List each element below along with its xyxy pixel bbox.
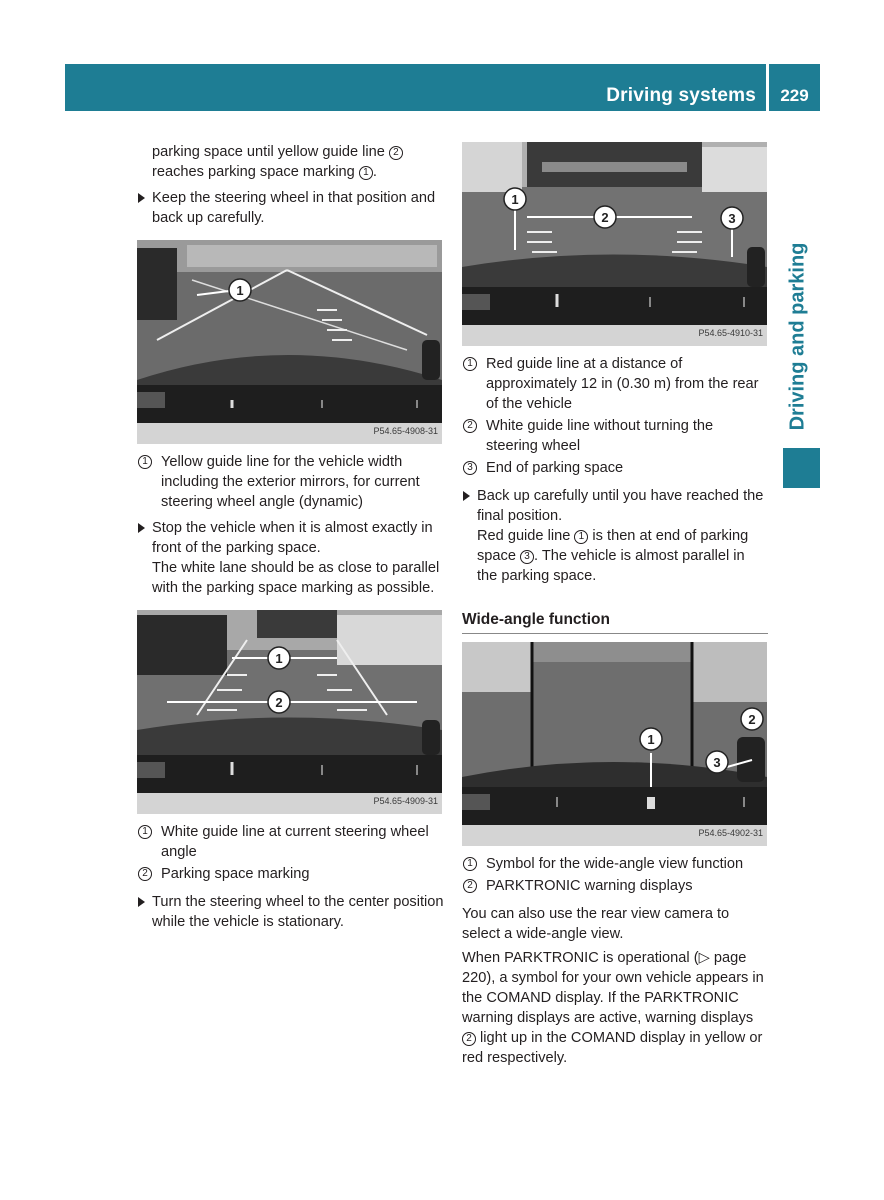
legend-number: 1 bbox=[138, 455, 152, 469]
camera-figure-3 bbox=[462, 142, 767, 346]
left-column bbox=[137, 142, 445, 932]
legend-number: 2 bbox=[138, 867, 152, 881]
camera-figure-1 bbox=[137, 240, 442, 444]
figure-callout: 3 bbox=[713, 755, 721, 770]
figure-callout: 2 bbox=[275, 695, 283, 710]
legend-text: Yellow guide line for the vehicle width including the exterior mirrors, for current steering wheel angle (dynamic) bbox=[161, 454, 420, 510]
header-bar bbox=[65, 64, 766, 111]
intro-text-part: reaches parking space marking bbox=[152, 164, 359, 180]
callout-number: 1 bbox=[359, 166, 373, 180]
legend-number: 1 bbox=[463, 857, 477, 871]
legend-number: 2 bbox=[463, 419, 477, 433]
callout-number: 3 bbox=[520, 550, 534, 564]
intro-text bbox=[137, 142, 445, 182]
figure-code: P54.65-4910-31 bbox=[698, 328, 763, 338]
figure-callout: 1 bbox=[511, 192, 519, 207]
instruction-step bbox=[462, 486, 768, 586]
callout-number: 2 bbox=[462, 1032, 476, 1046]
legend-item bbox=[462, 876, 768, 896]
intro-text-part: . bbox=[372, 164, 377, 180]
body-text: page 220), a symbol for your own vehicle appears in the COMAND display. If the PARKTRONIC warning displays are active, warning displays bbox=[462, 950, 764, 1026]
section-heading: Wide-angle function bbox=[462, 610, 768, 634]
instruction-step: Turn the steering wheel to the center position while the vehicle is stationary. bbox=[137, 892, 445, 932]
legend-item bbox=[137, 452, 445, 512]
instruction-text: Stop the vehicle when it is almost exactly in front of the parking space. bbox=[152, 520, 433, 556]
figure-code: P54.65-4908-31 bbox=[373, 426, 438, 436]
legend-text: White guide line at current steering wheel angle bbox=[161, 824, 429, 860]
legend-item bbox=[462, 354, 768, 414]
figure-callout: 1 bbox=[647, 732, 655, 747]
legend-text: PARKTRONIC warning displays bbox=[486, 878, 693, 894]
instruction-step: Keep the steering wheel in that position and back up carefully. bbox=[137, 188, 445, 228]
instruction-note: is then at end of parking space bbox=[477, 528, 749, 564]
legend-text: Symbol for the wide-angle view function bbox=[486, 856, 744, 872]
side-tab-label: Driving and parking bbox=[786, 242, 809, 430]
camera-figure-2 bbox=[137, 610, 442, 814]
instruction-note: The white lane should be as close to parallel with the parking space marking as possible. bbox=[152, 560, 440, 596]
figure-callout: 1 bbox=[236, 283, 244, 298]
intro-text-part: parking space until yellow guide line bbox=[152, 144, 389, 160]
instruction-note: Red guide line bbox=[477, 528, 575, 544]
page-number: 229 bbox=[769, 64, 820, 111]
body-text: light up in the COMAND display in yellow or red respectively. bbox=[462, 1030, 763, 1066]
body-paragraph: You can also use the rear view camera to select a wide-angle view. bbox=[462, 906, 730, 942]
camera-figure-4 bbox=[462, 642, 767, 846]
right-column bbox=[462, 142, 768, 1068]
legend-item bbox=[462, 854, 768, 874]
figure-callout: 2 bbox=[601, 210, 609, 225]
side-tab-marker bbox=[783, 448, 820, 488]
instruction-step bbox=[137, 518, 445, 598]
figure-callout: 2 bbox=[748, 712, 756, 727]
legend-number: 1 bbox=[138, 825, 152, 839]
rear-camera-image bbox=[137, 610, 442, 793]
instruction-note: . The vehicle is almost parallel in the parking space. bbox=[477, 548, 745, 584]
legend-text: Red guide line at a distance of approximately 12 in (0.30 m) from the rear of the vehicle bbox=[486, 356, 759, 412]
body-text: When PARKTRONIC is operational ( bbox=[462, 950, 699, 966]
figure-code: P54.65-4902-31 bbox=[698, 828, 763, 838]
figure-callout: 3 bbox=[728, 211, 736, 226]
legend-item bbox=[462, 458, 768, 478]
figure-callout: 1 bbox=[275, 651, 283, 666]
legend-text: Parking space marking bbox=[161, 866, 310, 882]
legend-number: 2 bbox=[463, 879, 477, 893]
callout-number: 2 bbox=[389, 146, 403, 160]
body-paragraph bbox=[462, 948, 768, 1068]
legend-item bbox=[137, 822, 445, 862]
figure-code: P54.65-4909-31 bbox=[373, 796, 438, 806]
legend-number: 1 bbox=[463, 357, 477, 371]
rear-camera-image bbox=[462, 142, 767, 325]
legend-item bbox=[462, 416, 768, 456]
rear-camera-image bbox=[462, 642, 767, 825]
page-ref-arrow-icon: ▷ bbox=[698, 950, 710, 966]
section-title: Driving systems bbox=[606, 85, 756, 106]
side-tab-title bbox=[778, 236, 818, 436]
callout-number: 1 bbox=[574, 530, 588, 544]
legend-item bbox=[137, 864, 445, 884]
rear-camera-image bbox=[137, 240, 442, 423]
legend-text: White guide line without turning the steering wheel bbox=[486, 418, 714, 454]
legend-text: End of parking space bbox=[486, 460, 624, 476]
instruction-text: Back up carefully until you have reached the final position. bbox=[477, 488, 764, 524]
legend-number: 3 bbox=[463, 461, 477, 475]
